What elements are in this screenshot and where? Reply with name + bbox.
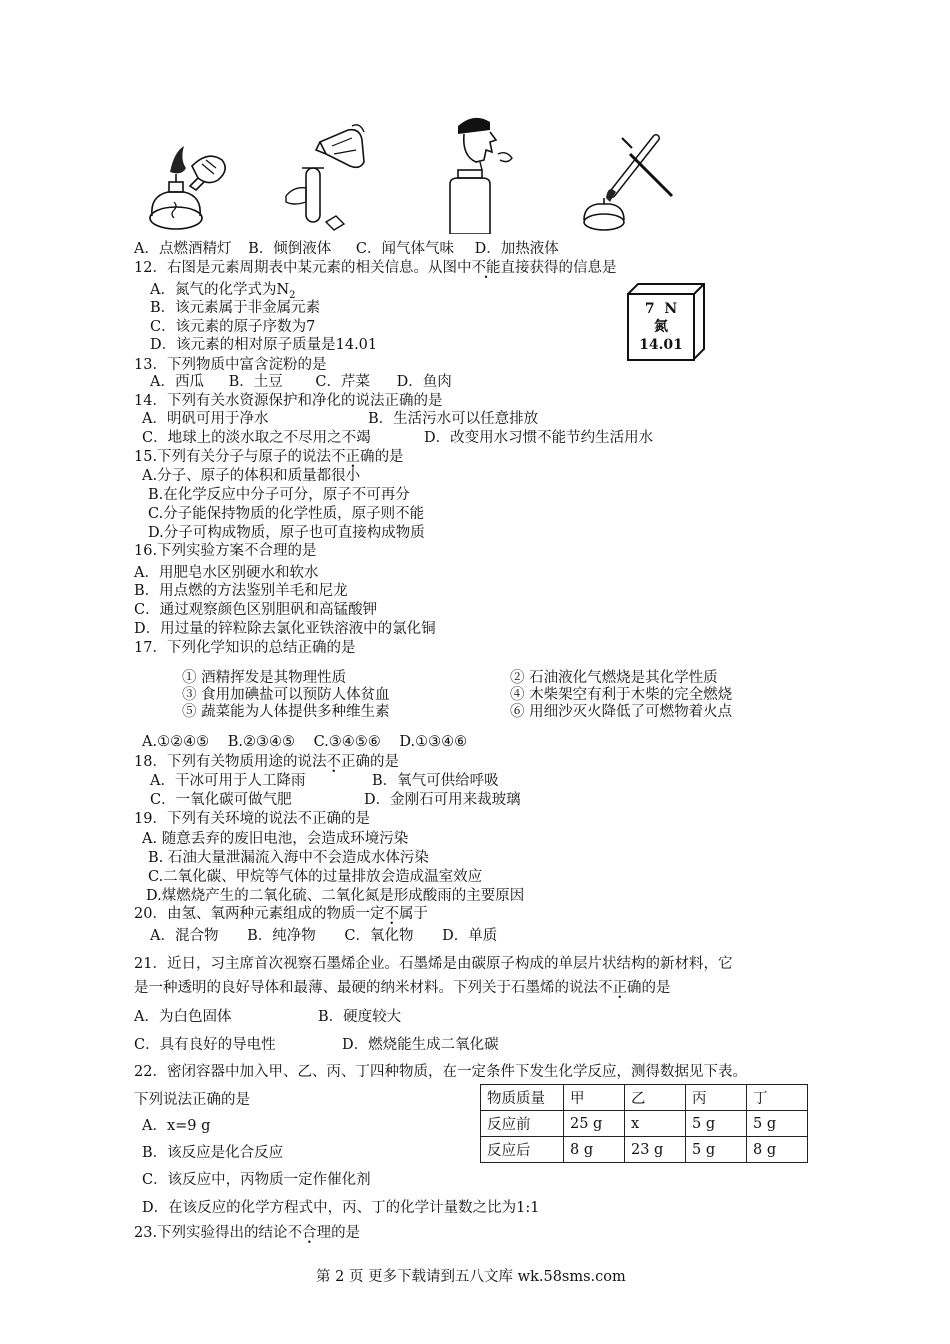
q12-option-c: C．该元素的原子序数为7 (150, 319, 316, 335)
q22-line-1: 22．密闭容器中加入甲、乙、丙、丁四种物质，在一定条件下发生化学反应，测得数据见下表。 (134, 1064, 747, 1080)
q19-option-a: A. 随意丢弃的废旧电池，会造成环境污染 (142, 831, 409, 847)
element-mass: 14.01 (639, 337, 683, 353)
q22-option-c: C．该反应中，丙物质一定作催化剂 (142, 1172, 371, 1188)
q12-stem: 12．右图是元素周期表中某元素的相关信息。从图中不能直接获得的信息是 (134, 260, 617, 276)
q14-option-a: A．明矾可用于净水 (142, 411, 269, 427)
q17-stem: 17．下列化学知识的总结正确的是 (134, 640, 356, 656)
q16-option-c: C．通过观察颜色区别胆矾和高锰酸钾 (134, 602, 378, 618)
q12-option-d: D．该元素的相对原子质量是14.01 (150, 337, 378, 353)
element-number: 7 (644, 301, 655, 317)
q20-stem: 20．由氢、氧两种元素组成的物质一定不属于 (134, 906, 428, 922)
q22-option-a: A．x=9 g (142, 1118, 211, 1134)
q13-stem: 13．下列物质中富含淀粉的是 (134, 357, 327, 373)
table-cell: 反应前 (481, 1111, 564, 1137)
q20-option-a: A．混合物 (150, 928, 219, 944)
q18-option-d: D．金刚石可用来裁玻璃 (364, 792, 521, 808)
q13-option-a: A．西瓜 (150, 374, 204, 390)
q15-option-b: B.在化学反应中分子可分，原子不可再分 (148, 487, 410, 503)
q20-option-b: B．纯净物 (247, 928, 316, 944)
q13-option-d: D．鱼肉 (396, 374, 452, 390)
table-cell: 23 g (625, 1137, 686, 1163)
element-info-box (627, 293, 695, 361)
q19-option-b: B. 石油大量泄漏流入海中不会造成水体污染 (148, 850, 429, 866)
page-footer: 第 2 页 更多下载请到五八文库 wk.58sms.com (316, 1269, 626, 1285)
element-symbol: N (664, 301, 678, 317)
table-cell: 5 g (686, 1137, 747, 1163)
q23-stem: 23.下列实验得出的结论不合理的是 (134, 1225, 361, 1241)
q21-option-a: A．为白色固体 (134, 1009, 232, 1025)
table-header-cell: 丁 (747, 1085, 808, 1111)
alcohol-lamp-lighting-figure (142, 138, 234, 234)
q17-item-3: ③ 食用加碘盐可以预防人体贫血 (182, 687, 390, 703)
q18-option-c: C．一氧化碳可做气肥 (150, 792, 292, 808)
q18-option-a: A．干冰可用于人工降雨 (150, 773, 306, 789)
q16-stem: 16.下列实验方案不合理的是 (134, 543, 317, 559)
q17-item-5: ⑤ 蔬菜能为人体提供多种维生素 (182, 704, 390, 720)
q14-option-b: B．生活污水可以任意排放 (368, 411, 539, 427)
table-cell: 8 g (747, 1137, 808, 1163)
q11-option-c: C．闻气体气味 (355, 241, 454, 257)
table-cell: 5 g (686, 1111, 747, 1137)
table-header-row (481, 1085, 808, 1111)
table-cell: 5 g (747, 1111, 808, 1137)
q15-option-c: C.分子能保持物质的化学性质，原子则不能 (148, 506, 425, 522)
q21-option-c: C．具有良好的导电性 (134, 1037, 276, 1053)
table-cell: 25 g (564, 1111, 625, 1137)
heating-liquid-figure (572, 128, 674, 234)
table-header-cell: 甲 (564, 1085, 625, 1111)
q22-data-table (480, 1084, 808, 1163)
q17-option-d: D.①③④⑥ (399, 734, 468, 750)
q20-option-d: D．单质 (442, 928, 498, 944)
table-header-cell: 丙 (686, 1085, 747, 1111)
q15-stem: 15.下列有关分子与原子的说法不正确的是 (134, 449, 404, 465)
q17-item-4: ④ 木柴架空有利于木柴的完全燃烧 (510, 687, 733, 703)
q11-option-b: B．倾倒液体 (248, 241, 332, 257)
q17-options (142, 733, 467, 751)
q15-option-d: D.分子可构成物质，原子也可直接构成物质 (148, 525, 425, 541)
q18-option-b: B．氧气可供给呼吸 (372, 773, 499, 789)
q16-option-d: D．用过量的锌粒除去氯化亚铁溶液中的氯化铜 (134, 621, 436, 637)
q17-item-1: ① 酒精挥发是其物理性质 (182, 670, 347, 686)
q14-option-d: D．改变用水习惯不能节约生活用水 (424, 430, 654, 446)
q17-option-b: B.②③④⑤ (227, 734, 295, 750)
q22-option-d: D．在该反应的化学方程式中，丙、丁的化学计量数之比为1:1 (142, 1200, 540, 1216)
q21-line-2: 是一种透明的良好导体和最薄、最硬的纳米材料。下列关于石墨烯的说法不正确的是 (134, 980, 671, 996)
q18-stem: 18．下列有关物质用途的说法不正确的是 (134, 754, 399, 770)
q21-option-d: D．燃烧能生成二氧化碳 (342, 1037, 499, 1053)
q11-option-d: D．加热液体 (474, 241, 559, 257)
smelling-gas-figure (440, 112, 520, 234)
q20-options (150, 927, 497, 945)
q14-option-c: C．地球上的淡水取之不尽用之不竭 (142, 430, 371, 446)
table-header-cell: 乙 (625, 1085, 686, 1111)
q19-stem: 19．下列有关环境的说法不正确的是 (134, 811, 370, 827)
q19-option-d: D.煤燃烧产生的二氧化硫、二氧化氮是形成酸雨的主要原因 (146, 888, 525, 904)
table-row (481, 1111, 808, 1137)
q13-options (150, 373, 452, 391)
q15-option-a: A.分子、原子的体积和质量都很小 (142, 468, 361, 484)
q16-option-a: A．用肥皂水区别硬水和软水 (134, 565, 319, 581)
q14-stem: 14．下列有关水资源保护和净化的说法正确的是 (134, 393, 443, 409)
q13-option-b: B．土豆 (228, 374, 283, 390)
q16-option-b: B．用点燃的方法鉴别羊毛和尼龙 (134, 583, 348, 599)
q11-options (134, 240, 559, 258)
q11-option-a: A．点燃酒精灯 (134, 241, 232, 257)
q22-line-2: 下列说法正确的是 (134, 1092, 250, 1108)
element-name: 氮 (654, 319, 668, 335)
table-cell: x (625, 1111, 686, 1137)
q21-line-1: 21．近日，习主席首次视察石墨烯企业。石墨烯是由碳原子构成的单层片状结构的新材料，它 (134, 956, 733, 972)
pouring-liquid-figure (276, 122, 376, 234)
table-header-cell: 物质质量 (481, 1085, 564, 1111)
q17-option-c: C.③④⑤⑥ (313, 734, 381, 750)
q17-option-a: A.①②④⑤ (142, 734, 210, 750)
table-cell: 反应后 (481, 1137, 564, 1163)
q22-option-b: B．该反应是化合反应 (142, 1145, 284, 1161)
q13-option-c: C．芹菜 (315, 374, 370, 390)
q12-option-b: B．该元素属于非金属元素 (150, 300, 321, 316)
q17-item-6: ⑥ 用细沙灭火降低了可燃物着火点 (510, 704, 733, 720)
q17-item-2: ② 石油液化气燃烧是其化学性质 (510, 670, 718, 686)
q21-option-b: B．硬度较大 (318, 1009, 402, 1025)
table-cell: 8 g (564, 1137, 625, 1163)
q12-option-a: A．氮气的化学式为$N_2$ (150, 282, 296, 301)
q19-option-c: C.二氧化碳、甲烷等气体的过量排放会造成温室效应 (148, 869, 483, 885)
q20-option-c: C．氧化物 (344, 928, 414, 944)
table-row (481, 1137, 808, 1163)
